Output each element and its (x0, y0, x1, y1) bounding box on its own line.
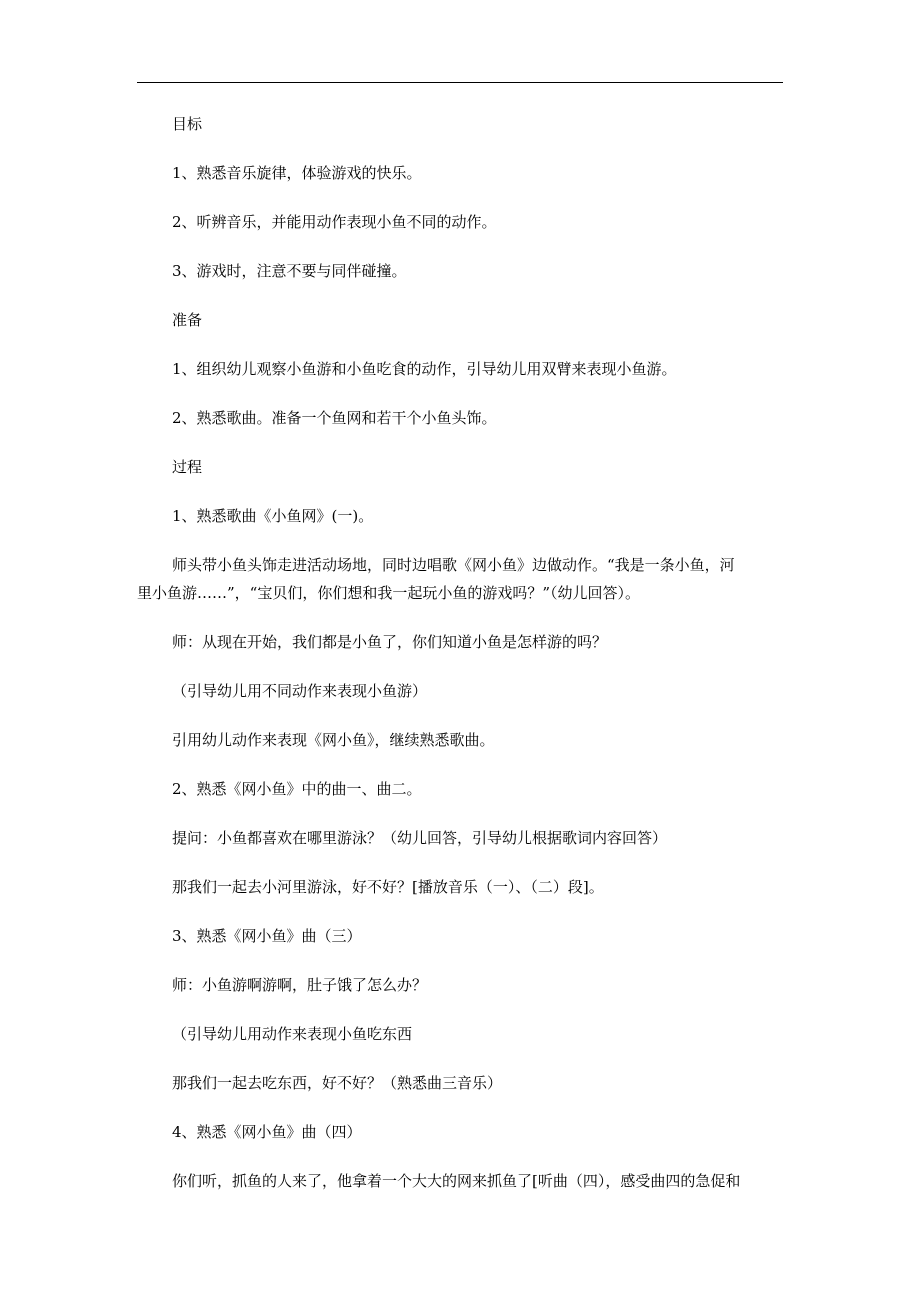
process-step-2: 2、熟悉《网小鱼》中的曲一、曲二。 (172, 780, 422, 798)
teacher-line-hungry: 师：小鱼游啊游啊，肚子饿了怎么办？ (172, 976, 428, 994)
process-line-song: 引用幼儿动作来表现《网小鱼》，继续熟悉歌曲。 (172, 731, 495, 749)
listen-line: 你们听，抓鱼的人来了，他拿着一个大大的网来抓鱼了[听曲（四），感受曲四的急促和 (172, 1172, 741, 1190)
teacher-line-swim: 师：从现在开始，我们都是小鱼了，你们知道小鱼是怎样游的吗？ (172, 633, 608, 651)
eat-music-line: 那我们一起去吃东西，好不好？（熟悉曲三音乐） (172, 1074, 503, 1092)
question-line: 提问：小鱼都喜欢在哪里游泳？（幼儿回答，引导幼儿根据歌词内容回答） (172, 829, 668, 847)
goal-item-1: 1、熟悉音乐旋律，体验游戏的快乐。 (172, 164, 422, 182)
paragraph-line-2: 里小鱼游……”，“宝贝们，你们想和我一起玩小鱼的游戏吗？”（幼儿回答）。 (137, 584, 641, 602)
process-paragraph-intro (137, 551, 783, 607)
header-rule (137, 82, 783, 83)
preparation-item-1: 1、组织幼儿观察小鱼游和小鱼吃食的动作，引导幼儿用双臂来表现小鱼游。 (172, 360, 677, 378)
process-step-1: 1、熟悉歌曲《小鱼网》(一)。 (172, 507, 374, 525)
play-music-line: 那我们一起去小河里游泳，好不好？[播放音乐（一）、（二）段]。 (172, 878, 604, 896)
paragraph-line-1: 师头带小鱼头饰走进活动场地，同时边唱歌《网小鱼》边做动作。“我是一条小鱼，河 (172, 556, 735, 574)
document-body (137, 110, 783, 1216)
section-heading-preparation: 准备 (172, 311, 203, 329)
guide-note-swim: （引导幼儿用不同动作来表现小鱼游） (172, 682, 428, 700)
goal-item-3: 3、游戏时，注意不要与同伴碰撞。 (172, 262, 407, 280)
process-step-4: 4、熟悉《网小鱼》曲（四） (172, 1123, 362, 1141)
goal-item-2: 2、听辨音乐，并能用动作表现小鱼不同的动作。 (172, 213, 497, 231)
guide-note-eat: （引导幼儿用动作来表现小鱼吃东西 (172, 1025, 413, 1043)
process-step-3: 3、熟悉《网小鱼》曲（三） (172, 927, 362, 945)
preparation-item-2: 2、熟悉歌曲。准备一个鱼网和若干个小鱼头饰。 (172, 409, 497, 427)
section-heading-process: 过程 (172, 458, 203, 476)
section-heading-goals: 目标 (172, 115, 203, 133)
